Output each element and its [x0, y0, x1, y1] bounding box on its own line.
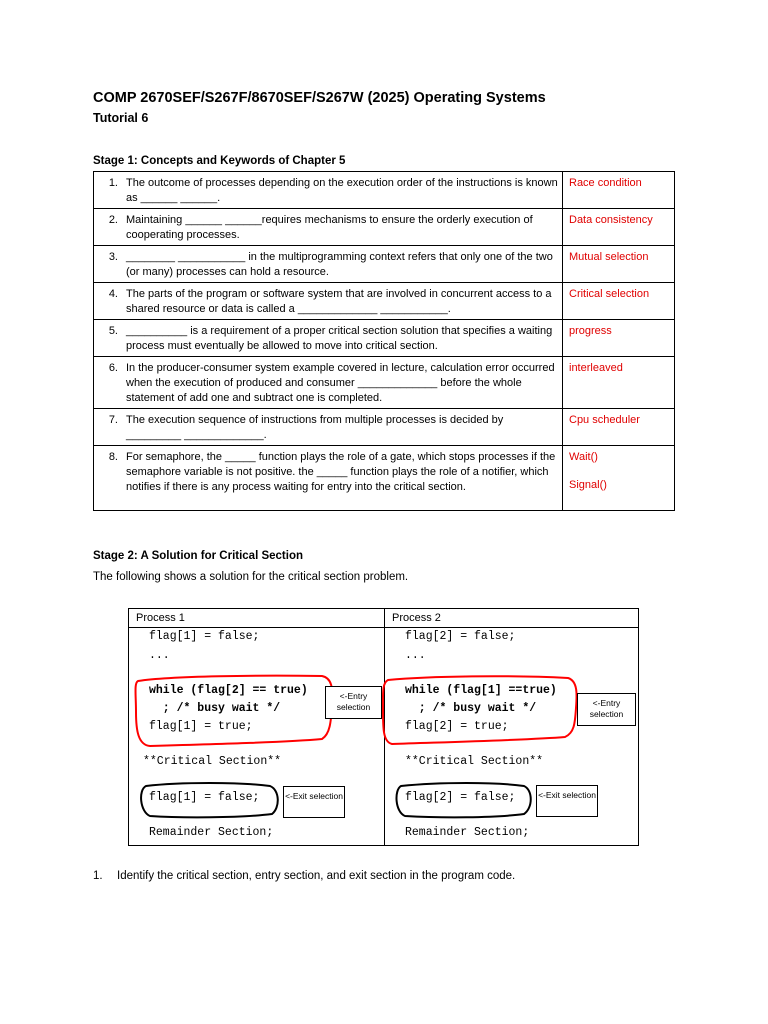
code-line: flag[1] = false;	[149, 791, 260, 804]
answer-text-2: Signal()	[569, 479, 607, 491]
code-line: flag[1] = true;	[149, 720, 253, 733]
stage2-intro: The following shows a solution for the critical section problem.	[93, 571, 409, 583]
keywords-table	[93, 171, 675, 511]
answer-text: Cpu scheduler	[563, 409, 675, 446]
question-text: The outcome of processes depending on the execution order of the instructions is known as ______ ______.	[124, 172, 563, 209]
row-number: 7.	[94, 409, 125, 446]
question-text: Identify the critical section, entry section, and exit section in the program code.	[117, 870, 516, 882]
process1-header: Process 1	[129, 609, 384, 628]
row-number: 3.	[94, 246, 125, 283]
code-line: **Critical Section**	[143, 755, 282, 768]
row-number: 8.	[94, 446, 125, 511]
tutorial-number: Tutorial 6	[93, 111, 149, 125]
code-line: Remainder Section;	[149, 826, 274, 839]
code-line: while (flag[1] ==true)	[405, 684, 557, 697]
process2-column	[385, 609, 639, 845]
code-line: flag[1] = false;	[149, 630, 260, 643]
row-number: 2.	[94, 209, 125, 246]
table-row	[94, 320, 675, 357]
row-number: 5.	[94, 320, 125, 357]
code-line: ; /* busy wait */	[405, 702, 537, 715]
row-number: 4.	[94, 283, 125, 320]
answer-text: Critical selection	[563, 283, 675, 320]
code-line: flag[2] = false;	[405, 630, 516, 643]
code-line: ...	[405, 649, 426, 662]
exit-callout-p2: <-Exit selection	[536, 785, 598, 817]
question-text: Maintaining ______ ______requires mechanisms to ensure the orderly execution of cooperating processes.	[124, 209, 563, 246]
table-row	[94, 283, 675, 320]
table-row	[94, 446, 675, 511]
question-text: For semaphore, the _____ function plays the role of a gate, which stops processes if the semaphore variable is not positive. the _____ function plays the role of a notifier, which notifies if there is any process waiting for entry into the critical section.	[124, 446, 563, 511]
question-text: In the producer-consumer system example covered in lecture, calculation error occurred when the execution of produced and consumer _____________ before the whole statement of add one and subtract one is completed.	[124, 357, 563, 409]
code-line: Remainder Section;	[405, 826, 530, 839]
answer-text: Mutual selection	[563, 246, 675, 283]
answer-text: Wait()	[569, 451, 598, 463]
question-text: The execution sequence of instructions from multiple processes is decided by _________ _____________.	[124, 409, 563, 446]
answer-cell	[563, 446, 675, 511]
stage2-heading: Stage 2: A Solution for Critical Section	[93, 550, 304, 562]
code-line: ; /* busy wait */	[149, 702, 281, 715]
question-number: 1.	[93, 870, 103, 882]
process2-header: Process 2	[385, 609, 639, 628]
entry-callout-p2: <-Entry selection	[577, 693, 636, 726]
exit-callout-p1: <-Exit selection	[283, 786, 345, 818]
question-text: ________ ___________ in the multiprogramming context refers that only one of the two (or many) processes can hold a resource.	[124, 246, 563, 283]
code-line: flag[2] = false;	[405, 791, 516, 804]
answer-text: progress	[563, 320, 675, 357]
answer-text: Data consistency	[563, 209, 675, 246]
row-number: 1.	[94, 172, 125, 209]
question-text: The parts of the program or software system that are involved in concurrent access to a shared resource or data is called a _____________ ___________.	[124, 283, 563, 320]
entry-callout-p1: <-Entry selection	[325, 686, 382, 719]
code-line: **Critical Section**	[405, 755, 544, 768]
table-row	[94, 172, 675, 209]
table-row	[94, 357, 675, 409]
code-line: ...	[149, 649, 170, 662]
row-number: 6.	[94, 357, 125, 409]
code-line: while (flag[2] == true)	[149, 684, 308, 697]
answer-text: interleaved	[563, 357, 675, 409]
answer-text: Race condition	[563, 172, 675, 209]
document-title: COMP 2670SEF/S267F/8670SEF/S267W (2025) Operating Systems	[93, 90, 546, 106]
process1-column	[129, 609, 384, 845]
question-text: __________ is a requirement of a proper critical section solution that specifies a waiting process must eventually be allowed to move into critical section.	[124, 320, 563, 357]
table-row	[94, 246, 675, 283]
stage1-heading: Stage 1: Concepts and Keywords of Chapter 5	[93, 155, 346, 167]
table-row	[94, 409, 675, 446]
table-row	[94, 209, 675, 246]
code-line: flag[2] = true;	[405, 720, 509, 733]
